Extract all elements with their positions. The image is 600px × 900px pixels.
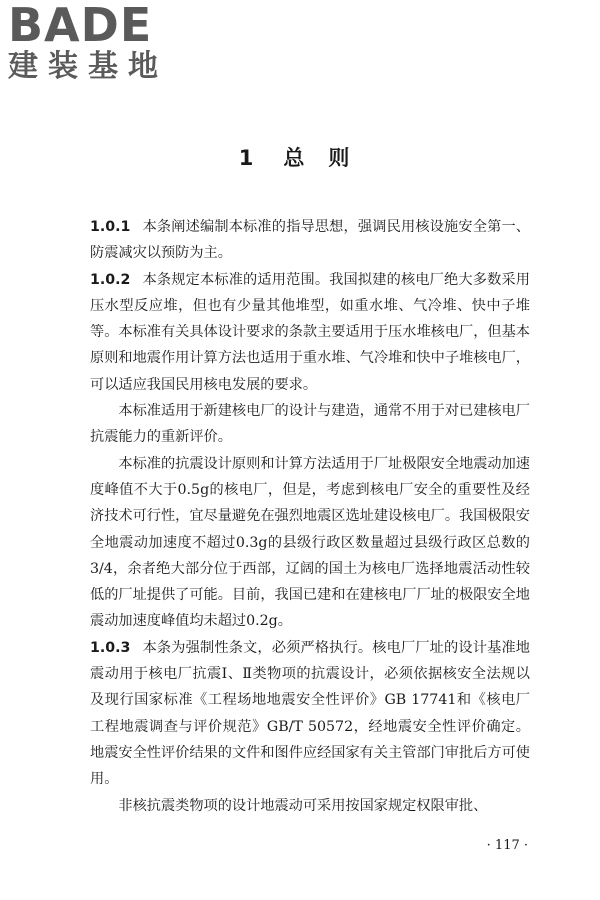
clause-text: 本条规定本标准的适用范围。我国拟建的核电厂绝大多数采用压水型反应堆，但也有少量其他堆型，如重水堆、气冷堆、快中子堆等。本标准有关具体设计要求的条款主要适用于压水堆核电厂，但基本原则和地震作用计算方法也适用于重水堆、气冷堆和快中子堆核电厂，可以适应我国民用核电发展的要求。 xyxy=(90,271,530,393)
paragraph: 本标准适用于新建核电厂的设计与建造，通常不用于对已建核电厂抗震能力的重新评价。 xyxy=(90,403,530,446)
chapter-title xyxy=(0,142,600,172)
body-text xyxy=(90,214,530,819)
clause-1-0-2 xyxy=(90,267,530,398)
clause-number: 1.0.3 xyxy=(90,639,131,656)
clause-number: 1.0.2 xyxy=(90,271,131,288)
paragraph: 本标准的抗震设计原则和计算方法适用于厂址极限安全地震动加速度峰值不大于0.5g的核电厂，但是，考虑到核电厂安全的重要性及经济技术可行性，宜尽量避免在强烈地震区选址建设核电厂。我国极限安全地震动加速度不超过0.3g的县级行政区数量超过县级行政区总数的3/4，余者绝大部分位于西部，辽阔的国土为核电厂选择地震活动性较低的厂址提供了可能。目前，我国已建和在建核电厂厂址的极限安全地震动加速度峰值均未超过0.2g。 xyxy=(90,455,530,630)
paragraph: 非核抗震类物项的设计地震动可采用按国家规定权限审批、 xyxy=(118,797,488,814)
page-number: · 117 · xyxy=(486,838,528,853)
clause-1-0-3 xyxy=(90,635,530,793)
chapter-title-char-1: 总 xyxy=(283,146,305,170)
clause-number: 1.0.1 xyxy=(90,219,131,235)
clause-1-0-1 xyxy=(90,214,530,267)
logo-subtitle: 建装基地 xyxy=(8,49,168,84)
clause-text: 本条为强制性条文，必须严格执行。核电厂厂址的设计基准地震动用于核电厂抗震Ⅰ、Ⅱ类物项的抗震设计，必须依据核安全法规以及现行国家标准《工程场地地震安全性评价》GB 17741和《核电厂工程地震调查与评价规范》GB/T 50572，经地震安全性评价确定。地震安全性评价结果的文件和图件应经国家有关主管部门审批后方可使用。 xyxy=(90,639,530,788)
publisher-logo xyxy=(8,2,178,84)
chapter-title-char-2: 则 xyxy=(328,146,350,170)
clause-text: 本条阐述编制本标准的指导思想，强调民用核设施安全第一、防震减灾以预防为主。 xyxy=(90,219,530,262)
chapter-number: 1 xyxy=(238,146,254,170)
logo-wordmark: BADE xyxy=(8,0,153,52)
